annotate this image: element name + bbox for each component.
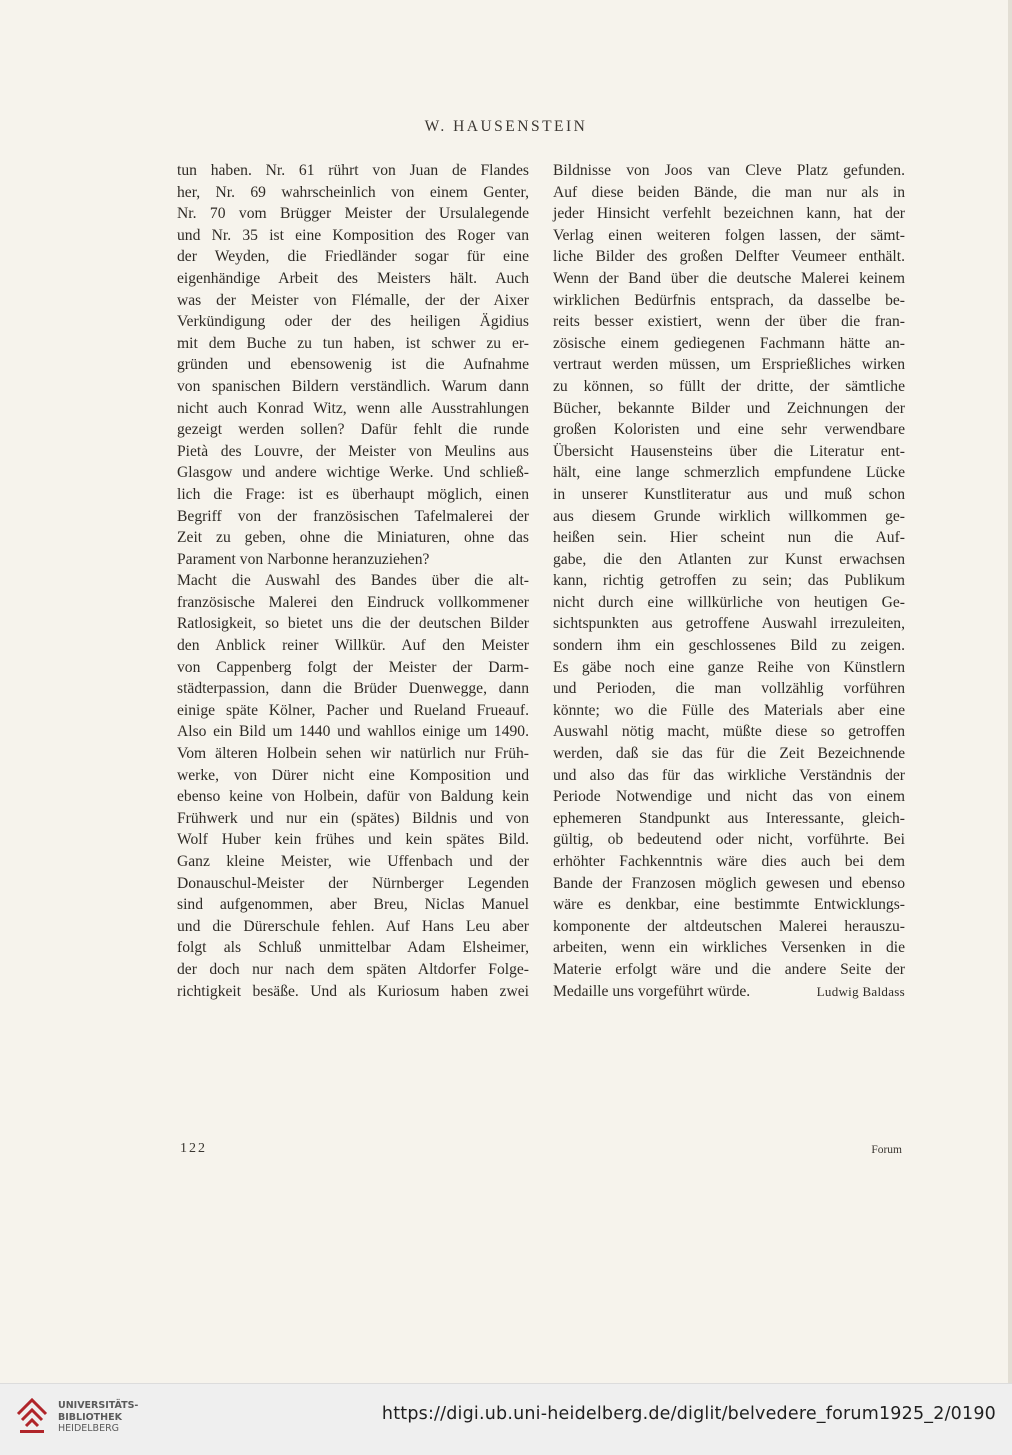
text-line: großen Koloristen und eine sehr verwendbare: [553, 421, 905, 439]
text-line: Donauschul-Meister der Nürnberger Legenden: [177, 874, 529, 892]
text-line: von spanischen Bildern verständlich. Warum dann: [177, 377, 529, 395]
text-line: Ganz kleine Meister, wie Uffenbach und der: [177, 853, 529, 870]
text-line: hält, eine lange schmerzlich empfundene Lücke: [553, 464, 905, 482]
text-line: zösische einem gediegenen Fachmann hätte an-: [553, 334, 905, 352]
institution-name: [58, 1400, 138, 1435]
section-label: Forum: [871, 1144, 902, 1156]
text-line: Bande der Franzosen möglich gewesen und ebenso: [553, 874, 905, 892]
text-line: wäre es denkbar, eine bestimmte Entwicklungs-: [553, 896, 905, 914]
text-line: einige späte Kölner, Pacher und Rueland Frueauf.: [177, 701, 529, 719]
running-head: W. HAUSENSTEIN: [424, 118, 588, 135]
text-line: zu können, so füllt der dritte, der sämtliche: [553, 377, 905, 395]
text-line: Ratlosigkeit, so bietet uns die der deutschen Bilder: [177, 615, 529, 633]
text-line: und Nr. 35 ist eine Komposition des Roger van: [177, 226, 529, 244]
text-line: Materie erfolgt wäre und die andere Seite der: [553, 960, 905, 978]
text-line: Nr. 70 vom Brügger Meister der Ursulalegende: [177, 205, 529, 223]
page-number: 122: [180, 1141, 207, 1156]
left-column: [177, 160, 529, 1002]
text-line: werden, daß sie das für die Zeit Bezeichnende: [553, 745, 905, 763]
text-line: nicht durch eine willkürliche von heutigen Ge-: [553, 593, 905, 611]
text-line: den Anblick reiner Willkür. Auf den Meister: [177, 637, 529, 655]
closing-line: [553, 981, 905, 1003]
text-line: französische Malerei den Eindruck vollkommener: [177, 593, 529, 611]
text-line: Frühwerk und nur ein (spätes) Bildnis und von: [177, 809, 529, 827]
text-line: her, Nr. 69 wahrscheinlich von einem Genter,: [177, 183, 529, 201]
text-line: sondern ihm ein geschlossenes Bild zu zeigen.: [553, 637, 905, 655]
author-signature: Ludwig Baldass: [816, 983, 905, 999]
text-line: arbeiten, wenn ein wirkliches Versenken in die: [553, 939, 905, 957]
text-line: komponente der altdeutschen Malerei herauszu-: [553, 917, 905, 935]
closing-text: Medaille uns vorgeführt würde.: [553, 982, 751, 1000]
text-line: von Cappenberg folgt der Meister der Darm-: [177, 658, 529, 676]
text-line: und also das für das wirkliche Verständnis der: [553, 766, 905, 784]
text-line: Parament von Narbonne heranzuziehen?: [177, 550, 430, 568]
institution-line: UNIVERSITÄTS-: [58, 1400, 139, 1411]
text-line: liche Bilder des großen Delfter Veumeer enthält.: [553, 248, 905, 266]
text-line: eigenhändige Arbeit des Meisters hält. Auch: [177, 269, 529, 287]
text-line: sind aufgenommen, aber Breu, Niclas Manuel: [177, 896, 529, 914]
source-url-link[interactable]: https://digi.ub.uni-heidelberg.de/diglit/belvedere_forum1925_2/0190: [381, 1404, 996, 1424]
text-line: erhöhter Fachkenntnis wäre dies auch bei dem: [553, 853, 905, 870]
institution-line: HEIDELBERG: [58, 1423, 120, 1434]
text-line: könnte; wo die Fülle des Materials aber eine: [553, 701, 905, 719]
text-line: ephemeren Standpunkt aus Interessante, gleich-: [553, 809, 905, 827]
text-line: der Weyden, die Friedländer sogar für eine: [177, 248, 529, 266]
text-line: wirklichen Bedürfnis entsprach, da dasselbe be-: [553, 291, 905, 309]
text-line: Also ein Bild um 1440 und wahllos einige um 1490.: [177, 723, 529, 741]
text-line: Verkündigung oder der des heiligen Ägidius: [177, 313, 529, 331]
text-line: Glasgow und andere wichtige Werke. Und schließ-: [177, 464, 529, 482]
right-column: [553, 160, 905, 1002]
institution-line: BIBLIOTHEK: [58, 1411, 122, 1423]
text-line: Bücher, bekannte Bilder und Zeichnungen der: [553, 399, 905, 417]
text-line: vertraut werden müssen, um Ersprießliches wirken: [553, 356, 905, 374]
text-line: werke, von Dürer nicht eine Komposition und: [177, 766, 529, 784]
text-line: jeder Hinsicht verfehlt bezeichnen kann, hat der: [553, 205, 905, 223]
text-line: in unserer Kunstliteratur aus und muß schon: [553, 485, 905, 503]
text-line: richtigkeit besäße. Und als Kuriosum haben zwei: [177, 982, 529, 1000]
text-line: heißen sein. Hier scheint nun die Auf-: [553, 529, 905, 547]
text-line: sichtspunkten aus getroffene Auswahl irrezuleiten,: [553, 615, 905, 633]
text-line: und die Dürerschule fehlen. Auf Hans Leu aber: [177, 917, 529, 935]
text-line: Begriff von der französischen Tafelmalerei der: [177, 507, 529, 525]
text-line: Periode Notwendige und nicht das von einem: [553, 788, 905, 806]
text-line: der doch nur nach dem späten Altdorfer Folge-: [177, 960, 529, 978]
text-line: gabe, die den Atlanten zur Kunst erwachsen: [553, 550, 905, 568]
text-line: mit dem Buche zu tun haben, ist schwer zu er-: [177, 334, 529, 352]
text-line: reits besser existiert, wenn der über die fran-: [553, 313, 905, 331]
viewer-footer: [0, 1383, 1012, 1455]
text-line: Wolf Huber kein frühes und kein spätes Bild.: [177, 831, 529, 849]
text-line: Übersicht Hausensteins über die Literatur ent-: [553, 442, 905, 460]
text-line: gezeigt werden sollen? Dafür fehlt die runde: [177, 421, 529, 439]
text-line: lich die Frage: ist es überhaupt möglich, einen: [177, 485, 529, 503]
text-line: was der Meister von Flémalle, der der Aixer: [177, 291, 529, 309]
text-line: Wenn der Band über die deutsche Malerei keinem: [553, 269, 905, 287]
text-line: Auswahl nötig macht, müßte diese so getroffen: [553, 723, 905, 741]
text-line: Vom älteren Holbein sehen wir natürlich nur Früh-: [177, 745, 529, 763]
ub-heidelberg-logo-icon[interactable]: [12, 1392, 52, 1440]
text-line: Zeit zu geben, ohne die Miniaturen, ohne das: [177, 529, 529, 547]
text-line: Bildnisse von Joos van Cleve Platz gefunden.: [553, 162, 905, 179]
text-line: ebenso keine von Holbein, dafür von Baldung kein: [177, 788, 529, 806]
text-line: tun haben. Nr. 61 rührt von Juan de Flandes: [177, 162, 529, 179]
text-line: gründen und ebensowenig ist die Aufnahme: [177, 356, 529, 374]
text-line: und Perioden, die man vollzählig vorführen: [553, 680, 905, 698]
text-line: nicht auch Konrad Witz, wenn alle Ausstrahlungen: [177, 399, 529, 417]
text-line: aus diesem Grunde wirklich willkommen ge-: [553, 507, 905, 525]
text-line: Pietà des Louvre, der Meister von Meulins aus: [177, 442, 529, 460]
text-line: folgt als Schluß unmittelbar Adam Elsheimer,: [177, 939, 529, 957]
text-line: kann, richtig getroffen zu sein; das Publikum: [553, 572, 905, 590]
text-line: Es gäbe noch eine ganze Reihe von Künstlern: [553, 658, 905, 676]
text-line: Auf diese beiden Bände, die man nur als in: [553, 183, 905, 201]
text-line: gültig, ob bedeutend oder nicht, vorführte. Bei: [553, 831, 905, 849]
text-line: Verlag einen weiteren folgen lassen, der sämt-: [553, 226, 905, 244]
text-line: städterpassion, dann die Brüder Duenwegge, dann: [177, 680, 529, 698]
text-line: Macht die Auswahl des Bandes über die alt-: [177, 572, 529, 590]
